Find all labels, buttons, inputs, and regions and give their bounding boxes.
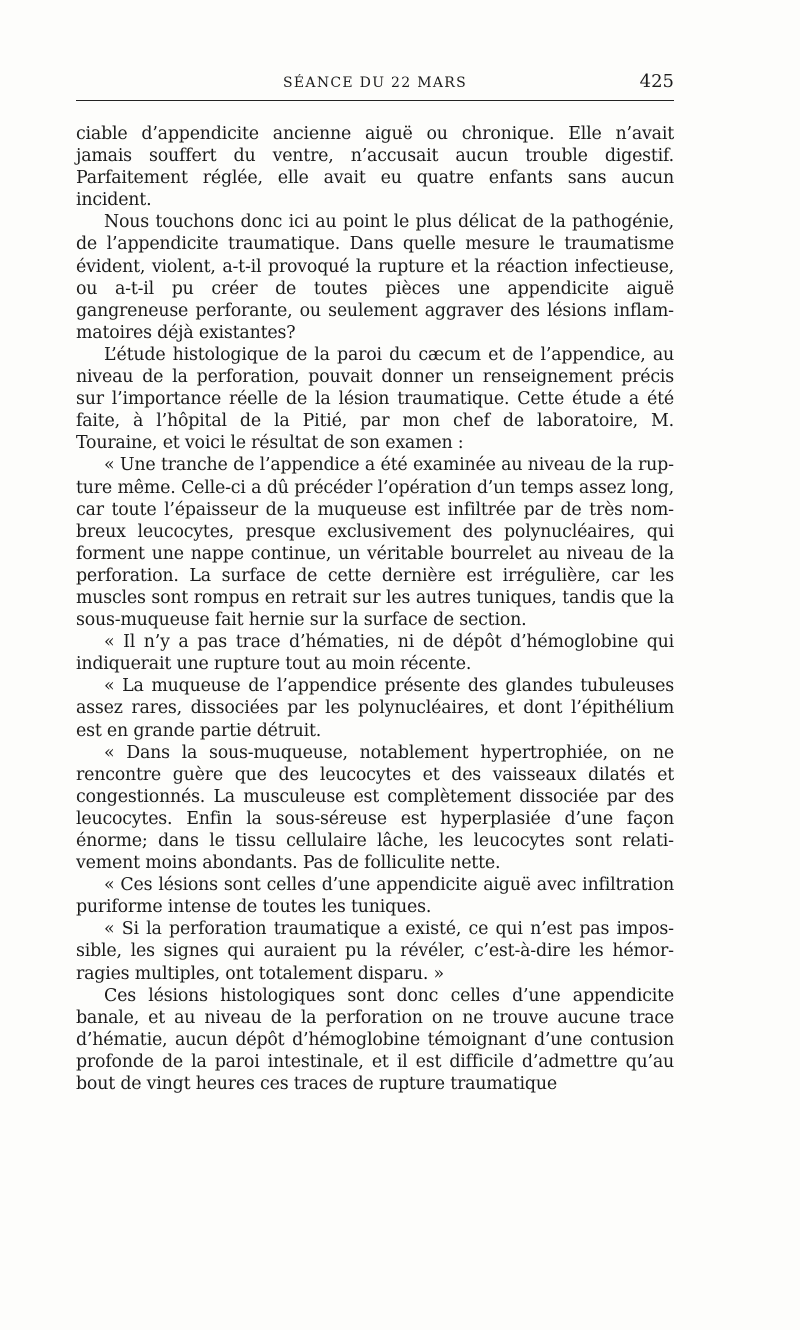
running-title: SÉANCE DU 22 MARS xyxy=(283,75,467,91)
body-text xyxy=(76,123,674,1095)
paragraph-quote-hematies: « Il n’y a pas trace d’hématies, ni de dépôt d’hémoglobine qui indiquerait une rupture tout au moin récente. xyxy=(76,632,674,675)
paragraph-quote-perforation: « Si la perforation traumatique a existé, ce qui n’est pas impossible, les signes qui auraient pu la révéler, c’est-à-dire les hémorragies multiples, ont totalement disparu. » xyxy=(76,919,674,984)
paragraph-pathogenie: Nous touchons donc ici au point le plus délicat de la pathogénie, de l’appendicite traumatique. Dans quelle mesure le traumatisme évident, violent, a-t-il provoqué la rupture et la réaction infectieuse, ou a-t-il pu créer de toutes pièces une appendicite aiguë gangreneuse perforante, ou seulement aggraver des lésions inflammatoires déjà existantes? xyxy=(76,212,674,343)
page-header xyxy=(76,71,674,98)
paragraph-quote-muqueuse: « La muqueuse de l’appendice présente des glandes tubuleuses assez rares, dissociées par les polynucléaires, et dont l’épithélium est en grande partie détruit. xyxy=(76,676,674,741)
header-rule xyxy=(76,100,674,101)
paragraph-quote-tranche: « Une tranche de l’appendice a été examinée au niveau de la rupture même. Celle-ci a dû précéder l’opération d’un temps assez long, car toute l’épaisseur de la muqueuse est infiltrée par de très nombreux leucocytes, presque exclusivement des polynucléaires, qui forment une nappe continue, un véritable bourrelet au niveau de la perforation. La surface de cette dernière est irrégulière, car les muscles sont rompus en retrait sur les autres tuniques, tandis que la sous-muqueuse fait hernie sur la surface de section. xyxy=(76,455,674,631)
paragraph-conclusion: Ces lésions histologiques sont donc celles d’une appendicite banale, et au niveau de la perforation on ne trouve aucune trace d’hématie, aucun dépôt d’hémoglobine témoignant d’une contusion profonde de la paroi intestinale, et il est difficile d’admettre qu’au bout de vingt heures ces traces de rupture traumatique xyxy=(76,985,674,1095)
paragraph-quote-lesions: « Ces lésions sont celles d’une appendicite aiguë avec infiltration puriforme intense de toutes les tuniques. xyxy=(76,875,674,918)
paragraph-continued: ciable d’appendicite ancienne aiguë ou chronique. Elle n’avait jamais souffert du ventre, n’accusait aucun trouble digestif. Parfaitement réglée, elle avait eu quatre enfants sans aucun incident. xyxy=(76,124,674,211)
paragraph-quote-sous-muqueuse: « Dans la sous-muqueuse, notablement hypertrophiée, on ne rencontre guère que des leucocytes et des vaisseaux dilatés et congestionnés. La musculeuse est complètement dissociée par des leucocytes. Enfin la sous-séreuse est hyperplasiée d’une façon énorme; dans le tissu cellulaire lâche, les leucocytes sont relativement moins abondants. Pas de folliculite nette. xyxy=(76,742,674,874)
page-number: 425 xyxy=(639,71,674,92)
paragraph-etude-histologique: L’étude histologique de la paroi du cæcum et de l’appendice, au niveau de la perforation, pouvait donner un renseignement précis sur l’importance réelle de la lésion traumatique. Cette étude a été faite, à l’hôpital de la Pitié, par mon chef de laboratoire, M. Touraine, et voici le résultat de son examen : xyxy=(76,344,674,454)
